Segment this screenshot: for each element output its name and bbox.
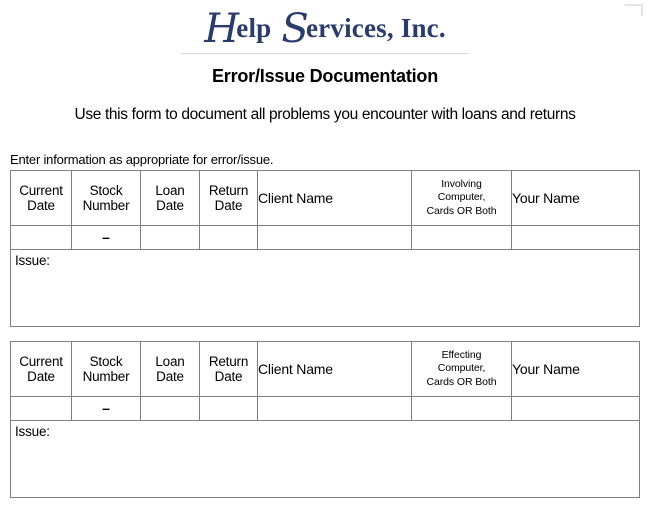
issue-label: Issue: xyxy=(15,424,50,439)
issue-box-1[interactable] xyxy=(10,250,640,327)
cell-loan-date[interactable] xyxy=(141,397,200,421)
page-title: Error/Issue Documentation xyxy=(211,66,439,86)
header-involving-line1: Involving xyxy=(441,178,482,191)
header-current-date-line2: Date xyxy=(27,198,55,213)
logo-script-s: S xyxy=(281,6,309,52)
header-loan-date-line2: Date xyxy=(156,198,184,213)
cell-stock-number[interactable]: – xyxy=(72,397,141,421)
header-loan-date-line1: Loan xyxy=(155,182,185,198)
header-current-date-line1: Current xyxy=(19,353,63,369)
header-client-name: Client Name xyxy=(258,342,412,397)
header-current-date xyxy=(11,342,72,397)
cell-current-date[interactable] xyxy=(11,397,72,421)
table-row xyxy=(11,397,640,421)
header-current-date-line1: Current xyxy=(19,182,63,198)
cell-your-name[interactable] xyxy=(512,397,640,421)
instruction-text: Enter information as appropriate for error/issue. xyxy=(10,152,274,167)
form-table-2 xyxy=(10,341,640,421)
cell-loan-date[interactable] xyxy=(141,226,200,250)
logo-script-h: H xyxy=(204,6,240,52)
header-effecting-line3: Cards OR Both xyxy=(426,375,497,388)
header-loan-date xyxy=(141,342,200,397)
header-return-date xyxy=(200,171,258,226)
form-table-1 xyxy=(10,170,640,250)
header-stock-number xyxy=(72,171,141,226)
header-stock-number-line1: Stock xyxy=(89,353,123,369)
header-return-date-line1: Return xyxy=(208,182,249,198)
issue-box-2[interactable] xyxy=(10,421,640,498)
header-client-name: Client Name xyxy=(258,171,412,226)
cell-involving[interactable] xyxy=(412,226,512,250)
cell-client-name[interactable] xyxy=(258,397,412,421)
header-stock-number-line2: Number xyxy=(82,369,130,384)
header-return-date xyxy=(200,342,258,397)
header-involving-line3: Cards OR Both xyxy=(426,204,497,217)
cell-return-date[interactable] xyxy=(200,397,258,421)
issue-label: Issue: xyxy=(15,253,50,268)
logo-word-help: elp xyxy=(236,13,272,43)
cell-stock-number[interactable]: – xyxy=(72,226,141,250)
header-return-date-line1: Return xyxy=(208,353,249,369)
header-effecting-line1: Effecting xyxy=(441,349,482,362)
cell-return-date[interactable] xyxy=(200,226,258,250)
header-stock-number-line1: Stock xyxy=(89,182,123,198)
cell-current-date[interactable] xyxy=(11,226,72,250)
header-current-date-line2: Date xyxy=(27,369,55,384)
table-header-row xyxy=(11,342,640,397)
header-return-date-line2: Date xyxy=(214,198,243,213)
logo-divider xyxy=(181,53,469,54)
header-effecting xyxy=(412,342,512,397)
page-corner-mark xyxy=(625,4,643,16)
company-logo xyxy=(0,0,650,54)
header-involving xyxy=(412,171,512,226)
header-your-name: Your Name xyxy=(512,342,640,397)
table-row xyxy=(11,226,640,250)
header-effecting-line2: Computer, xyxy=(437,362,486,375)
header-loan-date-line2: Date xyxy=(156,369,184,384)
error-issue-form-2 xyxy=(10,341,650,498)
table-header-row xyxy=(11,171,640,226)
cell-client-name[interactable] xyxy=(258,226,412,250)
page-subtitle: Use this form to document all problems you encounter with loans and returns xyxy=(74,106,576,123)
cell-effecting[interactable] xyxy=(412,397,512,421)
header-your-name: Your Name xyxy=(512,171,640,226)
logo-word-services: ervices, Inc. xyxy=(306,13,446,43)
error-issue-form-1 xyxy=(10,170,650,327)
header-loan-date-line1: Loan xyxy=(155,353,185,369)
header-current-date xyxy=(11,171,72,226)
header-stock-number-line2: Number xyxy=(82,198,130,213)
header-return-date-line2: Date xyxy=(214,369,243,384)
header-involving-line2: Computer, xyxy=(437,191,486,204)
cell-your-name[interactable] xyxy=(512,226,640,250)
header-loan-date xyxy=(141,171,200,226)
logo-text xyxy=(204,6,446,52)
header-stock-number xyxy=(72,342,141,397)
